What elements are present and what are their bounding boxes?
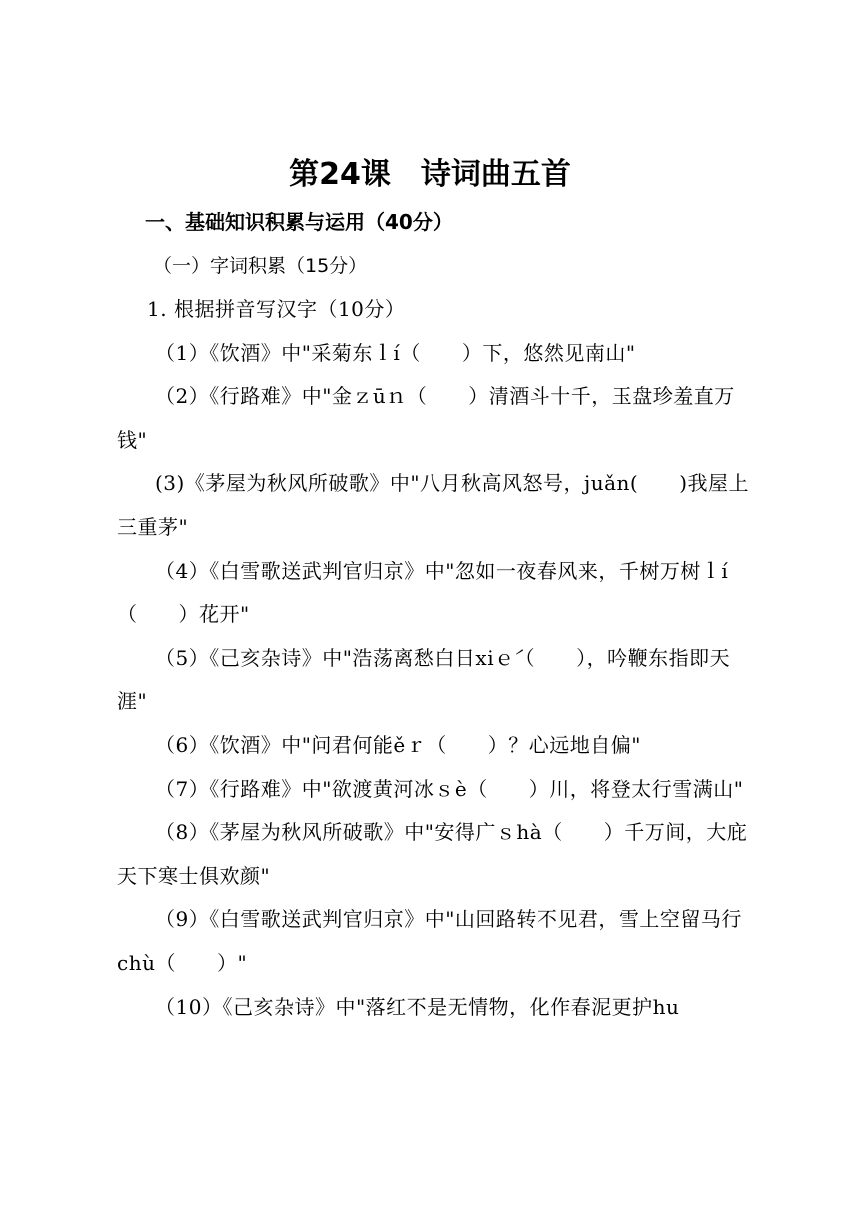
- question-item: (3)《茅屋为秋风所破歌》中"八月秋高风怒号，juǎn( )我屋上三重茅": [117, 471, 750, 539]
- question-item: （1）《饮酒》中"采菊东ｌí（ ）下，悠然见南山": [155, 340, 636, 365]
- question-body: [117, 288, 757, 1029]
- question-item: （5）《己亥杂诗》中"浩荡离愁白日xiｅ́（ ），吟鞭东指即天涯": [117, 645, 731, 714]
- question-item: （9）《白雪歌送武判官归京》中"山回路转不见君，雪上空留马行chù（ ）": [117, 907, 742, 975]
- question-item: （7）《行路难》中"欲渡黄河冰ｓè（ ）川，将登太行雪满山": [155, 776, 744, 801]
- section-heading: 一、基础知识积累与运用（40分）: [145, 210, 453, 234]
- question-item: （6）《饮酒》中"问君何能ěｒ（ ）？心远地自偏": [155, 732, 641, 757]
- question-item: （2）《行路难》中"金ｚūｎ（ ）清酒斗十千，玉盘珍羞直万钱": [117, 384, 735, 452]
- question-prompt: 1. 根据拼音写汉字（10分）: [147, 297, 406, 321]
- subsection-heading: （一）字词积累（15分）: [153, 255, 368, 277]
- lesson-title: 第24课 诗词曲五首: [289, 157, 571, 192]
- question-item: （10）《己亥杂诗》中"落红不是无情物，化作春泥更护hu: [155, 994, 680, 1019]
- question-item: （4）《白雪歌送武判官归京》中"忽如一夜春风来，千树万树ｌí（ ）花开": [117, 558, 729, 627]
- question-item: （8）《茅屋为秋风所破歌》中"安得广ｓhà（ ）千万间，大庇天下寒士俱欢颜": [117, 820, 748, 888]
